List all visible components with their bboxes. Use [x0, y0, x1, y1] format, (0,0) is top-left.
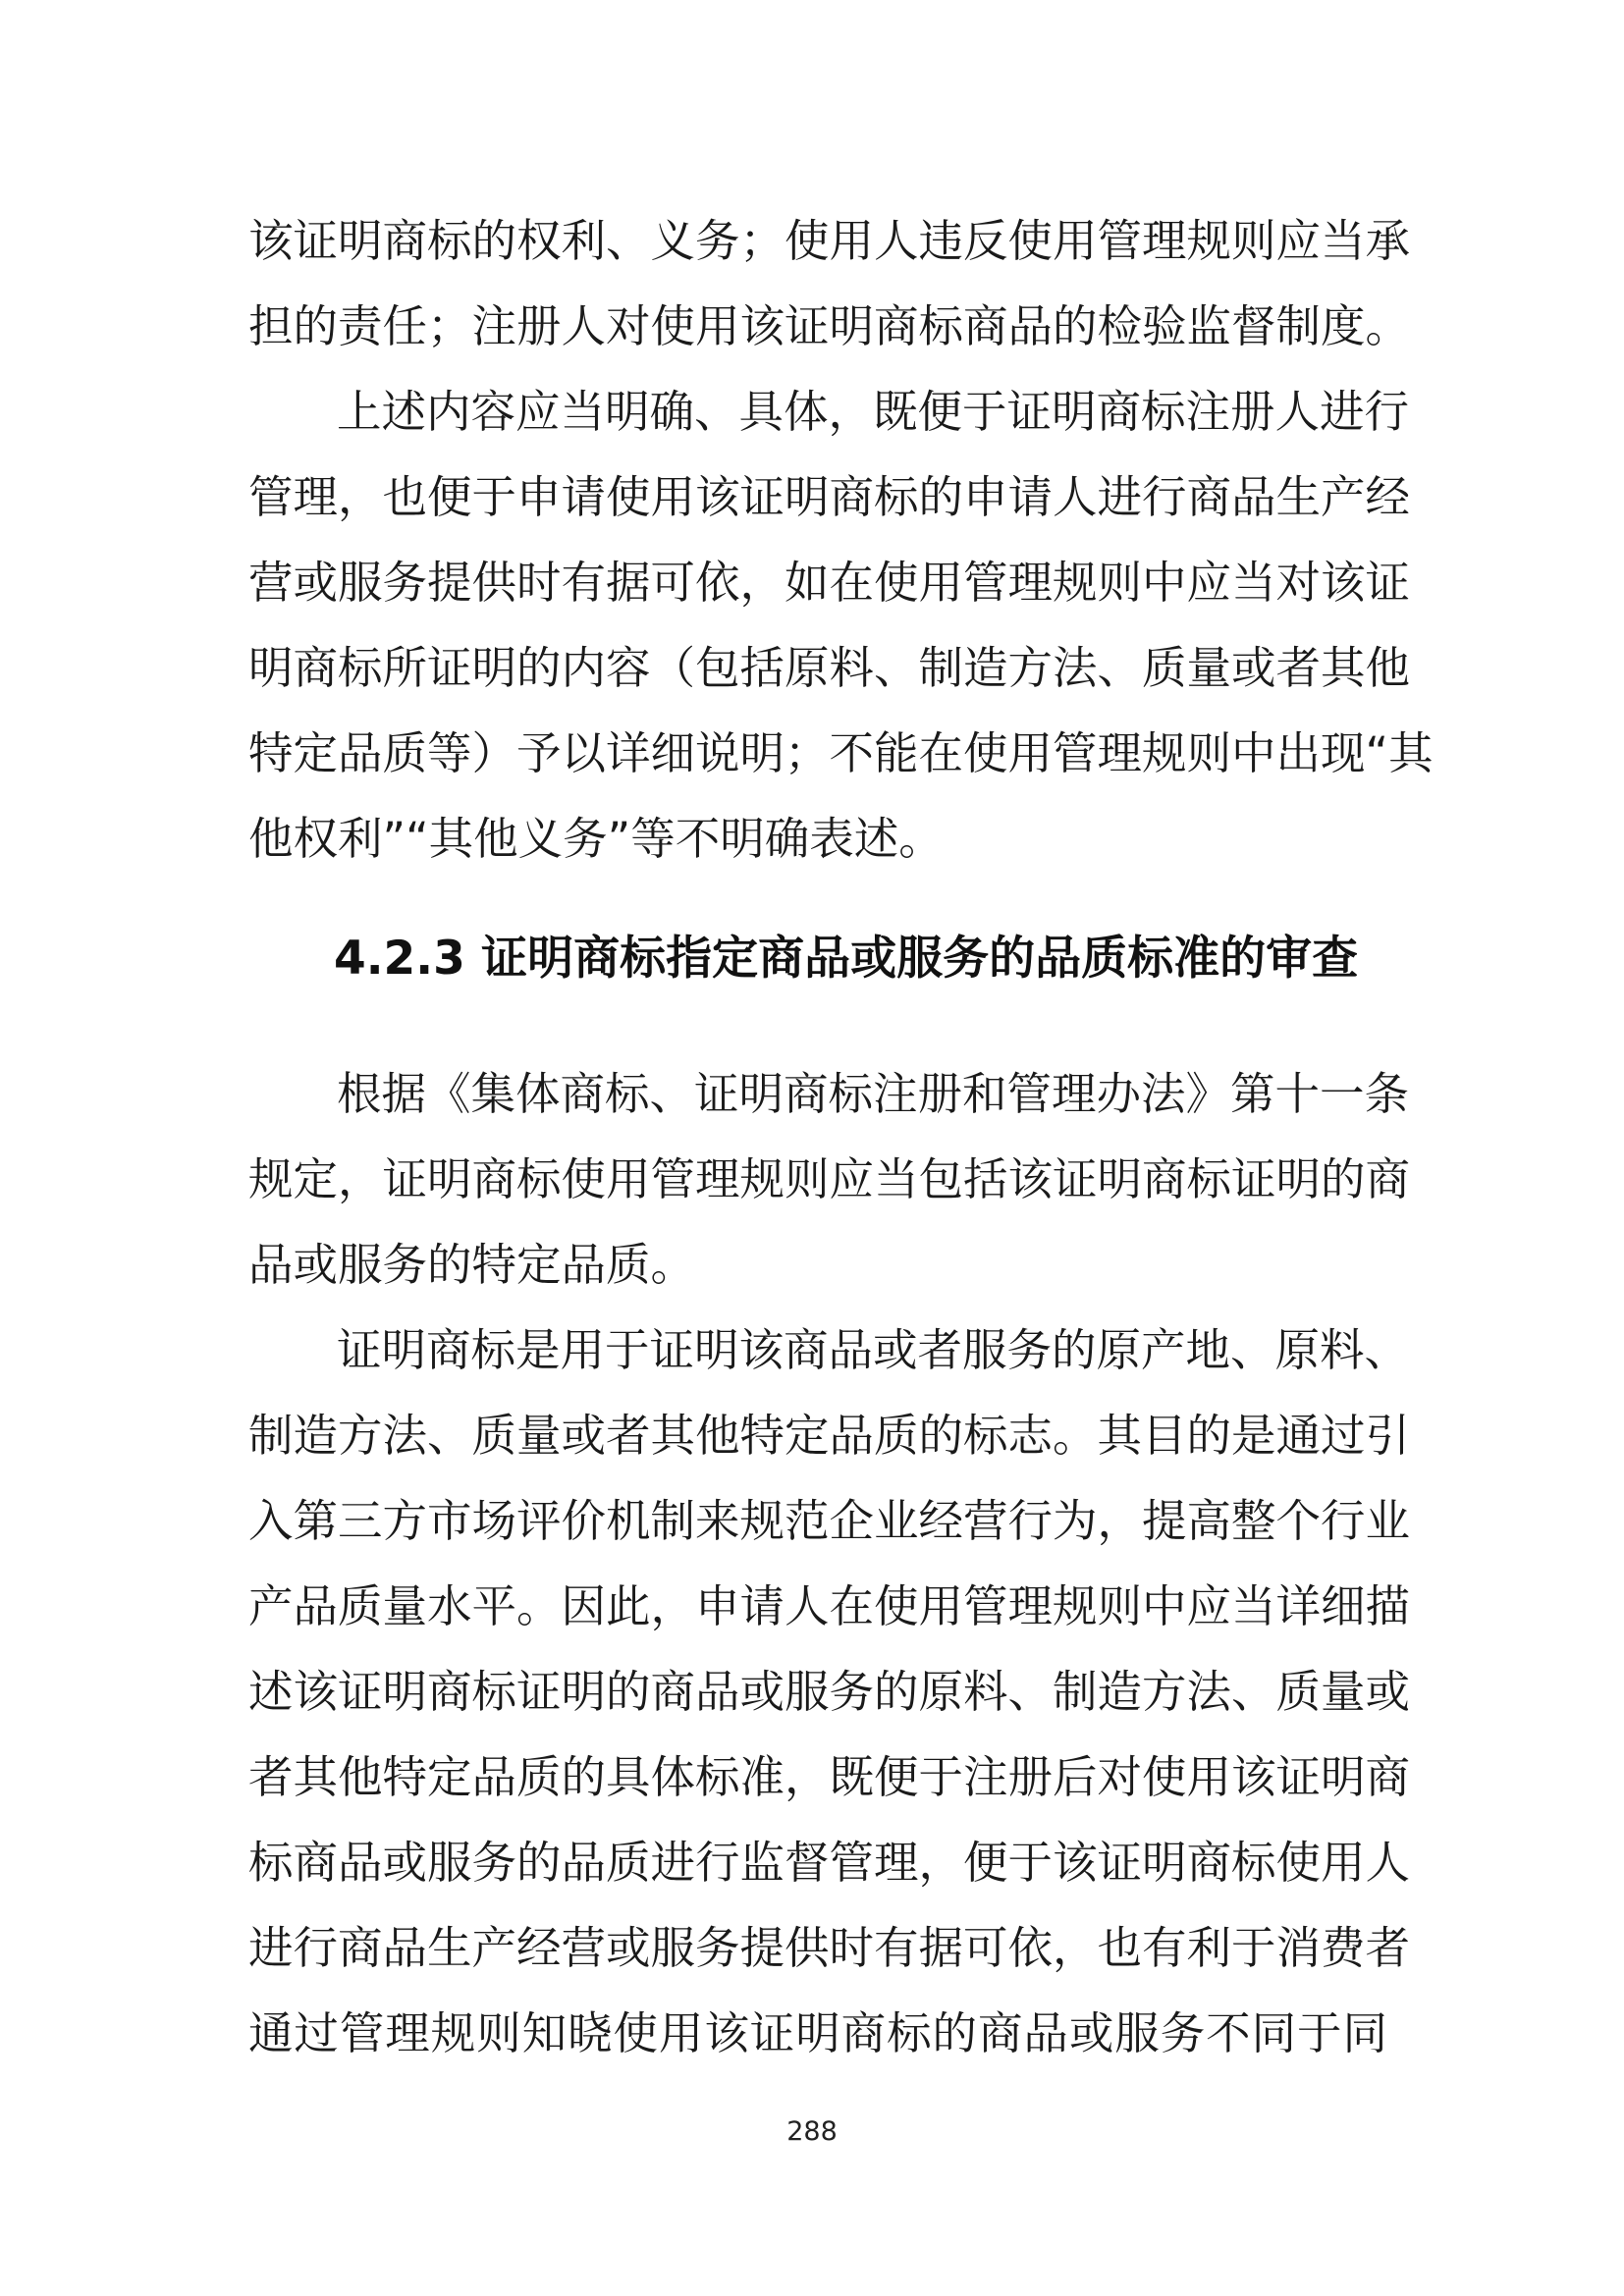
paragraph-1-line-1: 该证明商标的权利、义务；使用人违反使用管理规则应当承 [248, 215, 1411, 267]
paragraph-2-line-2: 管理，也便于申请使用该证明商标的申请人进行商品生产经 [248, 471, 1411, 523]
paragraph-4-line-9: 通过管理规则知晓使用该证明商标的商品或服务不同于同 [248, 2007, 1387, 2059]
paragraph-4-line-6: 者其他特定品质的具体标准，既便于注册后对使用该证明商 [248, 1751, 1411, 1803]
paragraph-4-line-3: 入第三方市场评价机制来规范企业经营行为，提高整个行业 [248, 1495, 1411, 1547]
paragraph-3-line-2: 规定，证明商标使用管理规则应当包括该证明商标证明的商 [248, 1153, 1411, 1205]
paragraph-2-line-1: 上述内容应当明确、具体，既便于证明商标注册人进行 [337, 386, 1410, 438]
paragraph-3-line-1: 根据《集体商标、证明商标注册和管理办法》第十一条 [337, 1068, 1410, 1120]
paragraph-2-line-5: 特定品质等）予以详细说明；不能在使用管理规则中出现“其 [248, 727, 1434, 779]
paragraph-4-line-4: 产品质量水平。因此，申请人在使用管理规则中应当详细描 [248, 1580, 1411, 1632]
paragraph-3-line-3: 品或服务的特定品质。 [248, 1239, 696, 1291]
paragraph-4-line-7: 标商品或服务的品质进行监督管理，便于该证明商标使用人 [248, 1837, 1411, 1889]
page-number: 288 [786, 2116, 838, 2147]
paragraph-4-line-8: 进行商品生产经营或服务提供时有据可依，也有利于消费者 [248, 1922, 1411, 1974]
paragraph-2-line-3: 营或服务提供时有据可依，如在使用管理规则中应当对该证 [248, 557, 1411, 609]
paragraph-4-line-5: 述该证明商标证明的商品或服务的原料、制造方法、质量或 [248, 1666, 1411, 1718]
paragraph-4-line-1: 证明商标是用于证明该商品或者服务的原产地、原料、 [337, 1324, 1410, 1376]
paragraph-2-line-6: 他权利”“其他义务”等不明确表述。 [248, 813, 944, 865]
paragraph-1-line-2: 担的责任；注册人对使用该证明商标商品的检验监督制度。 [248, 300, 1411, 352]
paragraph-4-line-2: 制造方法、质量或者其他特定品质的标志。其目的是通过引 [248, 1410, 1411, 1462]
paragraph-2-line-4: 明商标所证明的内容（包括原料、制造方法、质量或者其他 [248, 642, 1411, 694]
section-heading: 4.2.3 证明商标指定商品或服务的品质标准的审查 [334, 932, 1359, 986]
